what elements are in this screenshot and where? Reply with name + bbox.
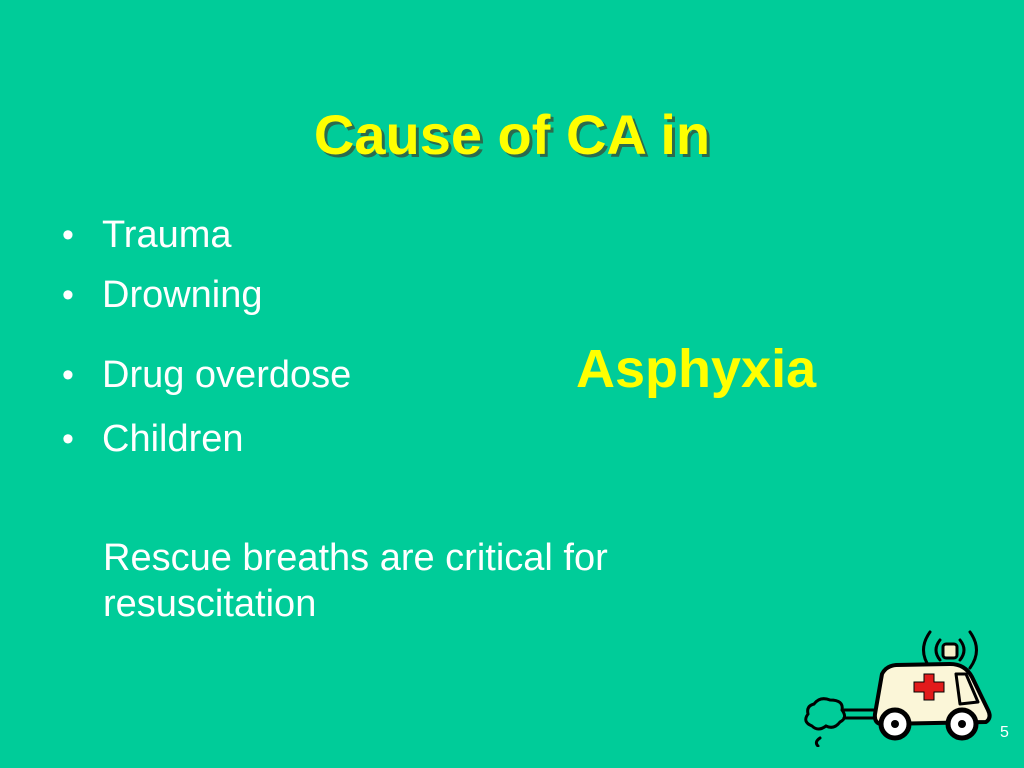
- ambulance-icon: [800, 622, 1000, 747]
- highlight-text: Asphyxia: [576, 339, 817, 399]
- bullet-item: • Trauma: [58, 212, 232, 258]
- page-number: 5: [1000, 724, 1009, 741]
- slide-title: Cause of CA in: [313, 103, 711, 166]
- bullet-item: • Drowning: [58, 272, 263, 318]
- bullet-item: • Children: [58, 416, 244, 462]
- bullet-item: • Drug overdose: [58, 352, 351, 398]
- note-text: Rescue breaths are critical for resuscitation: [103, 537, 608, 625]
